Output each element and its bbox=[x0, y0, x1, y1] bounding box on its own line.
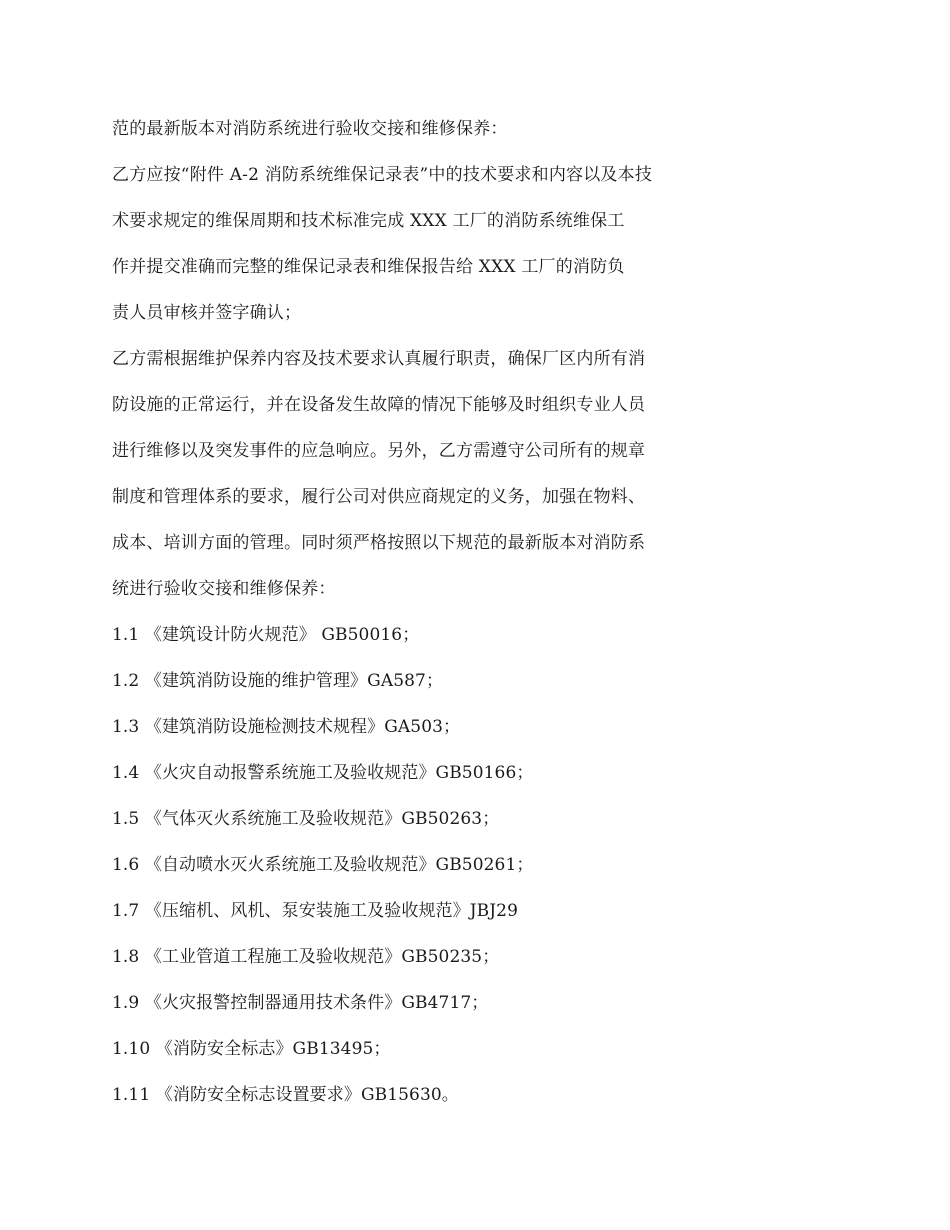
document-page bbox=[112, 106, 872, 1118]
list-item: 1.2 《建筑消防设施的维护管理》GA587； bbox=[112, 671, 444, 691]
list-item: 1.9 《火灾报警控制器通用技术条件》GB4717； bbox=[112, 993, 489, 1013]
list-item: 1.3 《建筑消防设施检测技术规程》GA503； bbox=[112, 717, 461, 737]
text-line: 作并提交准确而完整的维保记录表和维保报告给 XXX 工厂的消防负 bbox=[112, 257, 625, 277]
paragraph-continuation bbox=[112, 106, 872, 152]
text-line: 范的最新版本对消防系统进行验收交接和维修保养： bbox=[112, 119, 508, 139]
text-line: 术要求规定的维保周期和技术标准完成 XXX 工厂的消防系统维保工 bbox=[112, 211, 625, 231]
list-item: 1.4 《火灾自动报警系统施工及验收规范》GB50166； bbox=[112, 763, 534, 783]
list-item: 1.11 《消防安全标志设置要求》GB15630。 bbox=[112, 1085, 459, 1105]
text-line: 进行维修以及突发事件的应急响应。另外，乙方需遵守公司所有的规章 bbox=[112, 441, 646, 461]
text-line: 责人员审核并签字确认； bbox=[112, 303, 302, 323]
text-line: 乙方应按“附件 A-2 消防系统维保记录表”中的技术要求和内容以及本技 bbox=[112, 165, 653, 185]
standards-list bbox=[112, 612, 872, 1118]
list-item: 1.10 《消防安全标志》GB13495； bbox=[112, 1039, 391, 1059]
list-item: 1.1 《建筑设计防火规范》 GB50016； bbox=[112, 625, 420, 645]
list-item: 1.5 《气体灭火系统施工及验收规范》GB50263； bbox=[112, 809, 500, 829]
list-item: 1.6 《自动喷水灭火系统施工及验收规范》GB50261； bbox=[112, 855, 534, 875]
text-line: 成本、培训方面的管理。同时须严格按照以下规范的最新版本对消防系 bbox=[112, 533, 646, 553]
list-item: 1.8 《工业管道工程施工及验收规范》GB50235； bbox=[112, 947, 500, 967]
list-item: 1.7 《压缩机、风机、泵安装施工及验收规范》JBJ29 bbox=[112, 901, 518, 921]
text-line: 制度和管理体系的要求，履行公司对供应商规定的义务，加强在物料、 bbox=[112, 487, 646, 507]
text-line: 统进行验收交接和维修保养： bbox=[112, 579, 336, 599]
text-line: 防设施的正常运行，并在设备发生故障的情况下能够及时组织专业人员 bbox=[112, 395, 646, 415]
paragraph-maintenance-record bbox=[112, 152, 872, 336]
paragraph-duties bbox=[112, 336, 872, 612]
text-line: 乙方需根据维护保养内容及技术要求认真履行职责，确保厂区内所有消 bbox=[112, 349, 646, 369]
